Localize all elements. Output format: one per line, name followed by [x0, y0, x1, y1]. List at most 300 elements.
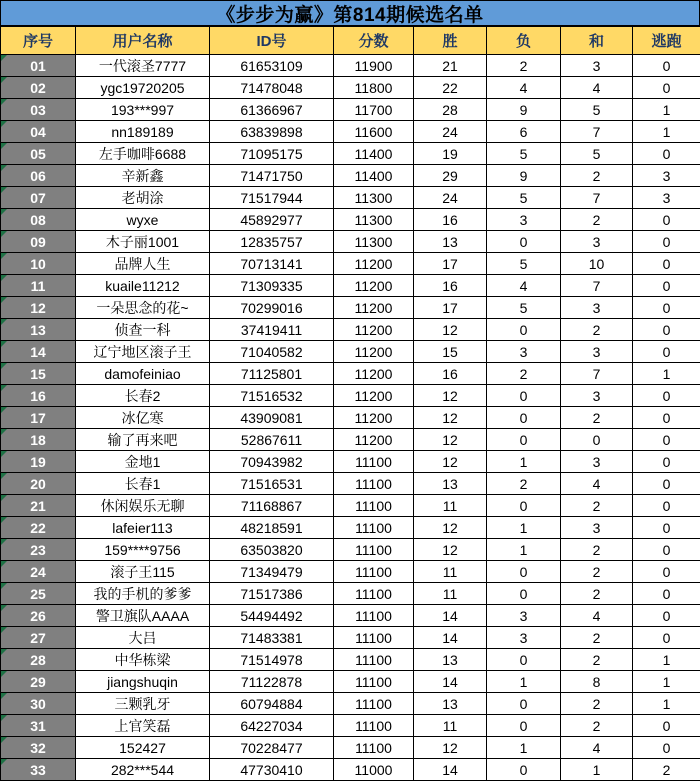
loss-cell: 1 — [487, 451, 561, 473]
win-cell: 13 — [414, 693, 487, 715]
id-cell: 71517944 — [210, 187, 334, 209]
escape-cell: 0 — [633, 407, 700, 429]
col-header-loss: 负 — [487, 27, 561, 55]
col-header-escape: 逃跑 — [633, 27, 700, 55]
score-cell: 11100 — [334, 649, 414, 671]
win-cell: 12 — [414, 385, 487, 407]
error-indicator-icon — [1, 671, 7, 677]
row-index: 24 — [30, 564, 46, 580]
error-indicator-icon — [1, 275, 7, 281]
id-cell: 71471750 — [210, 165, 334, 187]
table-row — [1, 715, 700, 737]
draw-cell: 7 — [561, 275, 633, 297]
row-index: 26 — [30, 608, 46, 624]
score-cell: 11100 — [334, 451, 414, 473]
win-cell: 15 — [414, 341, 487, 363]
table-row — [1, 517, 700, 539]
username-cell: 辛新鑫 — [76, 165, 210, 187]
row-index: 17 — [30, 410, 46, 426]
loss-cell: 0 — [487, 759, 561, 781]
draw-cell: 4 — [561, 737, 633, 759]
row-index: 06 — [30, 168, 46, 184]
row-index-cell — [1, 429, 76, 451]
win-cell: 16 — [414, 209, 487, 231]
error-indicator-icon — [1, 759, 7, 765]
escape-cell: 0 — [633, 429, 700, 451]
row-index-cell — [1, 495, 76, 517]
win-cell: 12 — [414, 451, 487, 473]
score-cell: 11200 — [334, 319, 414, 341]
table-row — [1, 693, 700, 715]
score-cell: 11200 — [334, 341, 414, 363]
username-cell: 木子丽1001 — [76, 231, 210, 253]
error-indicator-icon — [1, 77, 7, 83]
row-index-cell — [1, 231, 76, 253]
loss-cell: 0 — [487, 231, 561, 253]
error-indicator-icon — [1, 715, 7, 721]
id-cell: 61366967 — [210, 99, 334, 121]
id-cell: 54494492 — [210, 605, 334, 627]
loss-cell: 3 — [487, 627, 561, 649]
username-cell: 品牌人生 — [76, 253, 210, 275]
row-index-cell — [1, 473, 76, 495]
row-index: 28 — [30, 652, 46, 668]
table-row — [1, 187, 700, 209]
table-row — [1, 407, 700, 429]
escape-cell: 1 — [633, 363, 700, 385]
draw-cell: 2 — [561, 319, 633, 341]
username-cell: 一朵思念的花~ — [76, 297, 210, 319]
row-index-cell — [1, 649, 76, 671]
id-cell: 71514978 — [210, 649, 334, 671]
row-index: 12 — [30, 300, 46, 316]
error-indicator-icon — [1, 55, 7, 61]
id-cell: 70299016 — [210, 297, 334, 319]
table-row — [1, 561, 700, 583]
escape-cell: 0 — [633, 319, 700, 341]
username-cell: 大吕 — [76, 627, 210, 649]
username-cell: 冰亿寒 — [76, 407, 210, 429]
draw-cell: 0 — [561, 429, 633, 451]
id-cell: 71168867 — [210, 495, 334, 517]
loss-cell: 9 — [487, 165, 561, 187]
page-title: 《步步为赢》第814期候选名单 — [0, 0, 700, 26]
win-cell: 21 — [414, 55, 487, 77]
score-cell: 11200 — [334, 429, 414, 451]
row-index: 03 — [30, 102, 46, 118]
col-header-id: ID号 — [210, 27, 334, 55]
loss-cell: 4 — [487, 77, 561, 99]
win-cell: 17 — [414, 253, 487, 275]
row-index: 29 — [30, 674, 46, 690]
table-row — [1, 539, 700, 561]
id-cell: 48218591 — [210, 517, 334, 539]
row-index: 18 — [30, 432, 46, 448]
error-indicator-icon — [1, 209, 7, 215]
row-index: 32 — [30, 740, 46, 756]
score-cell: 11100 — [334, 539, 414, 561]
row-index: 04 — [30, 124, 46, 140]
win-cell: 14 — [414, 759, 487, 781]
table-row — [1, 385, 700, 407]
row-index-cell — [1, 121, 76, 143]
escape-cell: 0 — [633, 605, 700, 627]
loss-cell: 5 — [487, 253, 561, 275]
col-header-draw: 和 — [561, 27, 633, 55]
row-index-cell — [1, 363, 76, 385]
error-indicator-icon — [1, 737, 7, 743]
table-row — [1, 671, 700, 693]
draw-cell: 4 — [561, 473, 633, 495]
loss-cell: 0 — [487, 429, 561, 451]
row-index: 25 — [30, 586, 46, 602]
id-cell: 71516531 — [210, 473, 334, 495]
win-cell: 14 — [414, 605, 487, 627]
score-cell: 11600 — [334, 121, 414, 143]
score-cell: 11100 — [334, 473, 414, 495]
win-cell: 16 — [414, 275, 487, 297]
row-index-cell — [1, 341, 76, 363]
username-cell: 辽宁地区滚子王 — [76, 341, 210, 363]
score-cell: 11200 — [334, 385, 414, 407]
score-cell: 11100 — [334, 583, 414, 605]
score-cell: 11300 — [334, 209, 414, 231]
table-row — [1, 451, 700, 473]
row-index-cell — [1, 55, 76, 77]
score-cell: 11400 — [334, 143, 414, 165]
win-cell: 24 — [414, 187, 487, 209]
table-row — [1, 55, 700, 77]
escape-cell: 0 — [633, 55, 700, 77]
draw-cell: 2 — [561, 583, 633, 605]
win-cell: 13 — [414, 649, 487, 671]
row-index: 16 — [30, 388, 46, 404]
row-index-cell — [1, 605, 76, 627]
id-cell: 71516532 — [210, 385, 334, 407]
draw-cell: 7 — [561, 121, 633, 143]
table-row — [1, 473, 700, 495]
loss-cell: 6 — [487, 121, 561, 143]
table-row — [1, 121, 700, 143]
win-cell: 12 — [414, 407, 487, 429]
loss-cell: 0 — [487, 715, 561, 737]
table-row — [1, 77, 700, 99]
table-row — [1, 99, 700, 121]
error-indicator-icon — [1, 495, 7, 501]
row-index-cell — [1, 517, 76, 539]
row-index-cell — [1, 561, 76, 583]
row-index: 13 — [30, 322, 46, 338]
escape-cell: 0 — [633, 473, 700, 495]
win-cell: 11 — [414, 583, 487, 605]
row-index-cell — [1, 143, 76, 165]
row-index-cell — [1, 737, 76, 759]
username-cell: 三颗乳牙 — [76, 693, 210, 715]
row-index-cell — [1, 99, 76, 121]
error-indicator-icon — [1, 583, 7, 589]
win-cell: 12 — [414, 539, 487, 561]
row-index: 02 — [30, 80, 46, 96]
score-cell: 11100 — [334, 737, 414, 759]
escape-cell: 0 — [633, 561, 700, 583]
score-cell: 11200 — [334, 297, 414, 319]
id-cell: 12835757 — [210, 231, 334, 253]
id-cell: 45892977 — [210, 209, 334, 231]
error-indicator-icon — [1, 297, 7, 303]
table-row — [1, 319, 700, 341]
draw-cell: 3 — [561, 297, 633, 319]
username-cell: kuaile11212 — [76, 275, 210, 297]
score-cell: 11200 — [334, 253, 414, 275]
draw-cell: 5 — [561, 99, 633, 121]
win-cell: 22 — [414, 77, 487, 99]
table-row — [1, 649, 700, 671]
row-index-cell — [1, 693, 76, 715]
table-row — [1, 341, 700, 363]
col-header-win: 胜 — [414, 27, 487, 55]
error-indicator-icon — [1, 627, 7, 633]
username-cell: 侦查一科 — [76, 319, 210, 341]
score-cell: 11100 — [334, 517, 414, 539]
escape-cell: 0 — [633, 517, 700, 539]
username-cell: 282***544 — [76, 759, 210, 781]
row-index-cell — [1, 715, 76, 737]
username-cell: lafeier113 — [76, 517, 210, 539]
loss-cell: 3 — [487, 341, 561, 363]
draw-cell: 3 — [561, 231, 633, 253]
win-cell: 28 — [414, 99, 487, 121]
id-cell: 52867611 — [210, 429, 334, 451]
escape-cell: 3 — [633, 165, 700, 187]
loss-cell: 0 — [487, 385, 561, 407]
score-cell: 11900 — [334, 55, 414, 77]
score-cell: 11100 — [334, 561, 414, 583]
error-indicator-icon — [1, 517, 7, 523]
row-index: 08 — [30, 212, 46, 228]
escape-cell: 0 — [633, 77, 700, 99]
id-cell: 71095175 — [210, 143, 334, 165]
loss-cell: 1 — [487, 671, 561, 693]
escape-cell: 1 — [633, 693, 700, 715]
table-row — [1, 231, 700, 253]
row-index-cell — [1, 165, 76, 187]
row-index: 22 — [30, 520, 46, 536]
table-row — [1, 363, 700, 385]
id-cell: 70713141 — [210, 253, 334, 275]
draw-cell: 3 — [561, 341, 633, 363]
win-cell: 13 — [414, 231, 487, 253]
loss-cell: 5 — [487, 297, 561, 319]
id-cell: 61653109 — [210, 55, 334, 77]
draw-cell: 2 — [561, 165, 633, 187]
row-index-cell — [1, 253, 76, 275]
error-indicator-icon — [1, 451, 7, 457]
table-body — [1, 55, 700, 781]
escape-cell: 1 — [633, 99, 700, 121]
row-index: 05 — [30, 146, 46, 162]
row-index: 21 — [30, 498, 46, 514]
loss-cell: 0 — [487, 693, 561, 715]
score-cell: 11100 — [334, 627, 414, 649]
col-header-username: 用户名称 — [76, 27, 210, 55]
draw-cell: 2 — [561, 715, 633, 737]
error-indicator-icon — [1, 231, 7, 237]
row-index: 20 — [30, 476, 46, 492]
table-row — [1, 583, 700, 605]
username-cell: 警卫旗队AAAA — [76, 605, 210, 627]
error-indicator-icon — [1, 121, 7, 127]
win-cell: 19 — [414, 143, 487, 165]
row-index-cell — [1, 385, 76, 407]
col-header-score: 分数 — [334, 27, 414, 55]
escape-cell: 0 — [633, 627, 700, 649]
error-indicator-icon — [1, 605, 7, 611]
draw-cell: 3 — [561, 517, 633, 539]
row-index: 31 — [30, 718, 46, 734]
loss-cell: 5 — [487, 143, 561, 165]
row-index: 30 — [30, 696, 46, 712]
error-indicator-icon — [1, 143, 7, 149]
candidate-table — [0, 26, 700, 781]
username-cell: 一代滚圣7777 — [76, 55, 210, 77]
row-index: 09 — [30, 234, 46, 250]
score-cell: 11800 — [334, 77, 414, 99]
loss-cell: 0 — [487, 407, 561, 429]
row-index: 07 — [30, 190, 46, 206]
id-cell: 71122878 — [210, 671, 334, 693]
row-index-cell — [1, 187, 76, 209]
row-index-cell — [1, 275, 76, 297]
row-index-cell — [1, 759, 76, 781]
score-cell: 11700 — [334, 99, 414, 121]
username-cell: 老胡涂 — [76, 187, 210, 209]
win-cell: 17 — [414, 297, 487, 319]
table-row — [1, 165, 700, 187]
table-row — [1, 209, 700, 231]
draw-cell: 2 — [561, 561, 633, 583]
win-cell: 14 — [414, 671, 487, 693]
username-cell: 159****9756 — [76, 539, 210, 561]
id-cell: 71349479 — [210, 561, 334, 583]
id-cell: 60794884 — [210, 693, 334, 715]
error-indicator-icon — [1, 429, 7, 435]
row-index: 10 — [30, 256, 46, 272]
score-cell: 11200 — [334, 363, 414, 385]
score-cell: 11100 — [334, 715, 414, 737]
score-cell: 11300 — [334, 231, 414, 253]
win-cell: 11 — [414, 495, 487, 517]
username-cell: 长春1 — [76, 473, 210, 495]
loss-cell: 0 — [487, 495, 561, 517]
draw-cell: 10 — [561, 253, 633, 275]
error-indicator-icon — [1, 165, 7, 171]
escape-cell: 0 — [633, 385, 700, 407]
score-cell: 11200 — [334, 407, 414, 429]
username-cell: 左手咖啡6688 — [76, 143, 210, 165]
loss-cell: 1 — [487, 517, 561, 539]
username-cell: 上官笑磊 — [76, 715, 210, 737]
escape-cell: 1 — [633, 649, 700, 671]
loss-cell: 1 — [487, 539, 561, 561]
row-index-cell — [1, 77, 76, 99]
id-cell: 63503820 — [210, 539, 334, 561]
loss-cell: 2 — [487, 55, 561, 77]
username-cell: 193***997 — [76, 99, 210, 121]
loss-cell: 0 — [487, 583, 561, 605]
row-index: 19 — [30, 454, 46, 470]
username-cell: 长春2 — [76, 385, 210, 407]
username-cell: 152427 — [76, 737, 210, 759]
username-cell: 中华栋梁 — [76, 649, 210, 671]
loss-cell: 0 — [487, 319, 561, 341]
row-index-cell — [1, 671, 76, 693]
error-indicator-icon — [1, 99, 7, 105]
escape-cell: 2 — [633, 759, 700, 781]
escape-cell: 0 — [633, 583, 700, 605]
escape-cell: 0 — [633, 297, 700, 319]
error-indicator-icon — [1, 363, 7, 369]
draw-cell: 2 — [561, 407, 633, 429]
error-indicator-icon — [1, 561, 7, 567]
escape-cell: 0 — [633, 715, 700, 737]
escape-cell: 0 — [633, 143, 700, 165]
row-index-cell — [1, 451, 76, 473]
col-header-index: 序号 — [1, 27, 76, 55]
draw-cell: 4 — [561, 77, 633, 99]
row-index-cell — [1, 583, 76, 605]
id-cell: 71125801 — [210, 363, 334, 385]
table-row — [1, 143, 700, 165]
loss-cell: 3 — [487, 209, 561, 231]
draw-cell: 1 — [561, 759, 633, 781]
draw-cell: 2 — [561, 693, 633, 715]
id-cell: 63839898 — [210, 121, 334, 143]
escape-cell: 0 — [633, 231, 700, 253]
username-cell: 输了再来吧 — [76, 429, 210, 451]
error-indicator-icon — [1, 649, 7, 655]
id-cell: 71309335 — [210, 275, 334, 297]
escape-cell: 0 — [633, 253, 700, 275]
win-cell: 12 — [414, 737, 487, 759]
draw-cell: 2 — [561, 649, 633, 671]
loss-cell: 2 — [487, 363, 561, 385]
table-row — [1, 253, 700, 275]
row-index-cell — [1, 407, 76, 429]
error-indicator-icon — [1, 319, 7, 325]
escape-cell: 0 — [633, 451, 700, 473]
loss-cell: 3 — [487, 605, 561, 627]
draw-cell: 3 — [561, 55, 633, 77]
score-cell: 11000 — [334, 759, 414, 781]
draw-cell: 2 — [561, 209, 633, 231]
loss-cell: 5 — [487, 187, 561, 209]
id-cell: 70943982 — [210, 451, 334, 473]
escape-cell: 0 — [633, 209, 700, 231]
username-cell: wyxe — [76, 209, 210, 231]
error-indicator-icon — [1, 407, 7, 413]
row-index-cell — [1, 319, 76, 341]
error-indicator-icon — [1, 187, 7, 193]
draw-cell: 2 — [561, 627, 633, 649]
table-row — [1, 275, 700, 297]
id-cell: 71483381 — [210, 627, 334, 649]
table-row — [1, 737, 700, 759]
id-cell: 47730410 — [210, 759, 334, 781]
escape-cell: 0 — [633, 275, 700, 297]
row-index: 14 — [30, 344, 46, 360]
loss-cell: 2 — [487, 473, 561, 495]
draw-cell: 3 — [561, 385, 633, 407]
